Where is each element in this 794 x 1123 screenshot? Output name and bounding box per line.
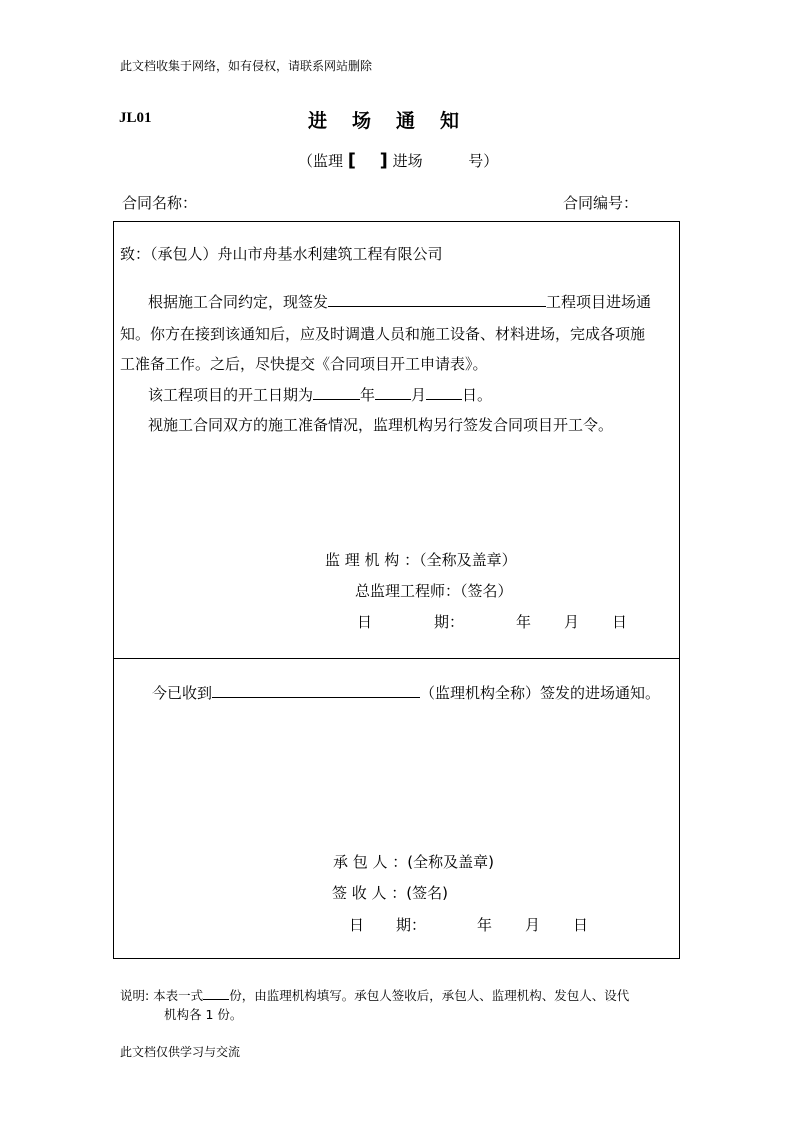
- recipient-line: 致：（承包人）舟山市舟基水利建筑工程有限公司: [120, 245, 443, 263]
- note-line-2: 机构各 1 份。: [164, 1007, 243, 1022]
- receipt-date-day: 日: [573, 916, 589, 934]
- notice-date-qi: 期：: [434, 613, 465, 631]
- receipt-date-ri: 日: [349, 916, 365, 934]
- subtitle-prefix: （监理: [298, 152, 344, 170]
- title-char: 进: [308, 110, 328, 132]
- receipt-date-month: 月: [525, 916, 541, 934]
- project-name-blank[interactable]: [328, 290, 546, 307]
- chief-engineer-signature: 总监理工程师：（签名）: [355, 582, 513, 600]
- section-divider: [113, 658, 680, 659]
- paragraph-1-line-3: 工准备工作。之后，尽快提交《合同项目开工申请表》。: [120, 355, 488, 373]
- subtitle-middle: 进场: [392, 152, 423, 170]
- day-label: 日。: [462, 386, 493, 404]
- note-text-b: 份，由监理机构填写。承包人签收后，承包人、监理机构、发包人、设代: [229, 988, 630, 1003]
- title-char: 通: [396, 110, 416, 132]
- signer-signature: 签 收 人 ：(签名): [332, 884, 449, 902]
- paragraph-3: 视施工合同双方的施工准备情况，监理机构另行签发合同项目开工令。: [148, 416, 614, 434]
- contract-name-label: 合同名称：: [122, 194, 198, 212]
- start-year-blank[interactable]: [313, 383, 360, 400]
- month-label: 月: [411, 386, 427, 404]
- subtitle-bracket-close: ]: [379, 150, 388, 171]
- notice-date-month: 月: [564, 613, 580, 631]
- receipt-text-b: （监理机构全称）签发的进场通知。: [420, 684, 661, 702]
- receipt-date-year: 年: [477, 916, 493, 934]
- paragraph-1-line-2: 知。你方在接到该通知后，应及时调遣人员和施工设备、材料进场，完成各项施: [120, 325, 646, 343]
- start-day-blank[interactable]: [426, 383, 462, 400]
- receipt-text-a: 今已收到: [152, 684, 213, 702]
- page-title: [308, 106, 484, 133]
- year-label: 年: [360, 386, 376, 404]
- note-text-a: 说明: 本表一式: [120, 988, 204, 1003]
- supervisor-org-blank[interactable]: [212, 681, 420, 698]
- start-month-blank[interactable]: [375, 383, 411, 400]
- notice-date-ri: 日: [357, 613, 373, 631]
- receipt-date-qi: 期：: [396, 916, 427, 934]
- start-date-line: [148, 383, 492, 405]
- start-date-label: 该工程项目的开工日期为: [148, 386, 314, 404]
- notice-date-day: 日: [612, 613, 628, 631]
- paragraph-1-line-1: [148, 290, 651, 312]
- document-number: JL01: [119, 110, 152, 126]
- contract-number-label: 合同编号：: [563, 194, 639, 212]
- footer-text: 此文档仅供学习与交流: [120, 1045, 241, 1059]
- disclaimer-text: 此文档收集于网络，如有侵权，请联系网站删除: [120, 59, 373, 73]
- copies-blank[interactable]: [203, 986, 229, 1000]
- title-char: 知: [440, 110, 460, 132]
- subtitle: [298, 150, 498, 171]
- paragraph-1-text-b: 工程项目进场通: [546, 293, 652, 311]
- subtitle-end: 号）: [468, 152, 499, 170]
- note-line-1: [120, 986, 629, 1004]
- supervisor-org-signature: 监 理 机 构 ：（全称及盖章）: [325, 551, 517, 569]
- title-char: 场: [352, 110, 372, 132]
- subtitle-bracket-open: [: [347, 150, 357, 171]
- notice-date-year: 年: [516, 613, 532, 631]
- contractor-signature: 承 包 人 ：(全称及盖章): [333, 853, 495, 871]
- receipt-line: [152, 681, 660, 703]
- paragraph-1-text-a: 根据施工合同约定，现签发: [148, 293, 329, 311]
